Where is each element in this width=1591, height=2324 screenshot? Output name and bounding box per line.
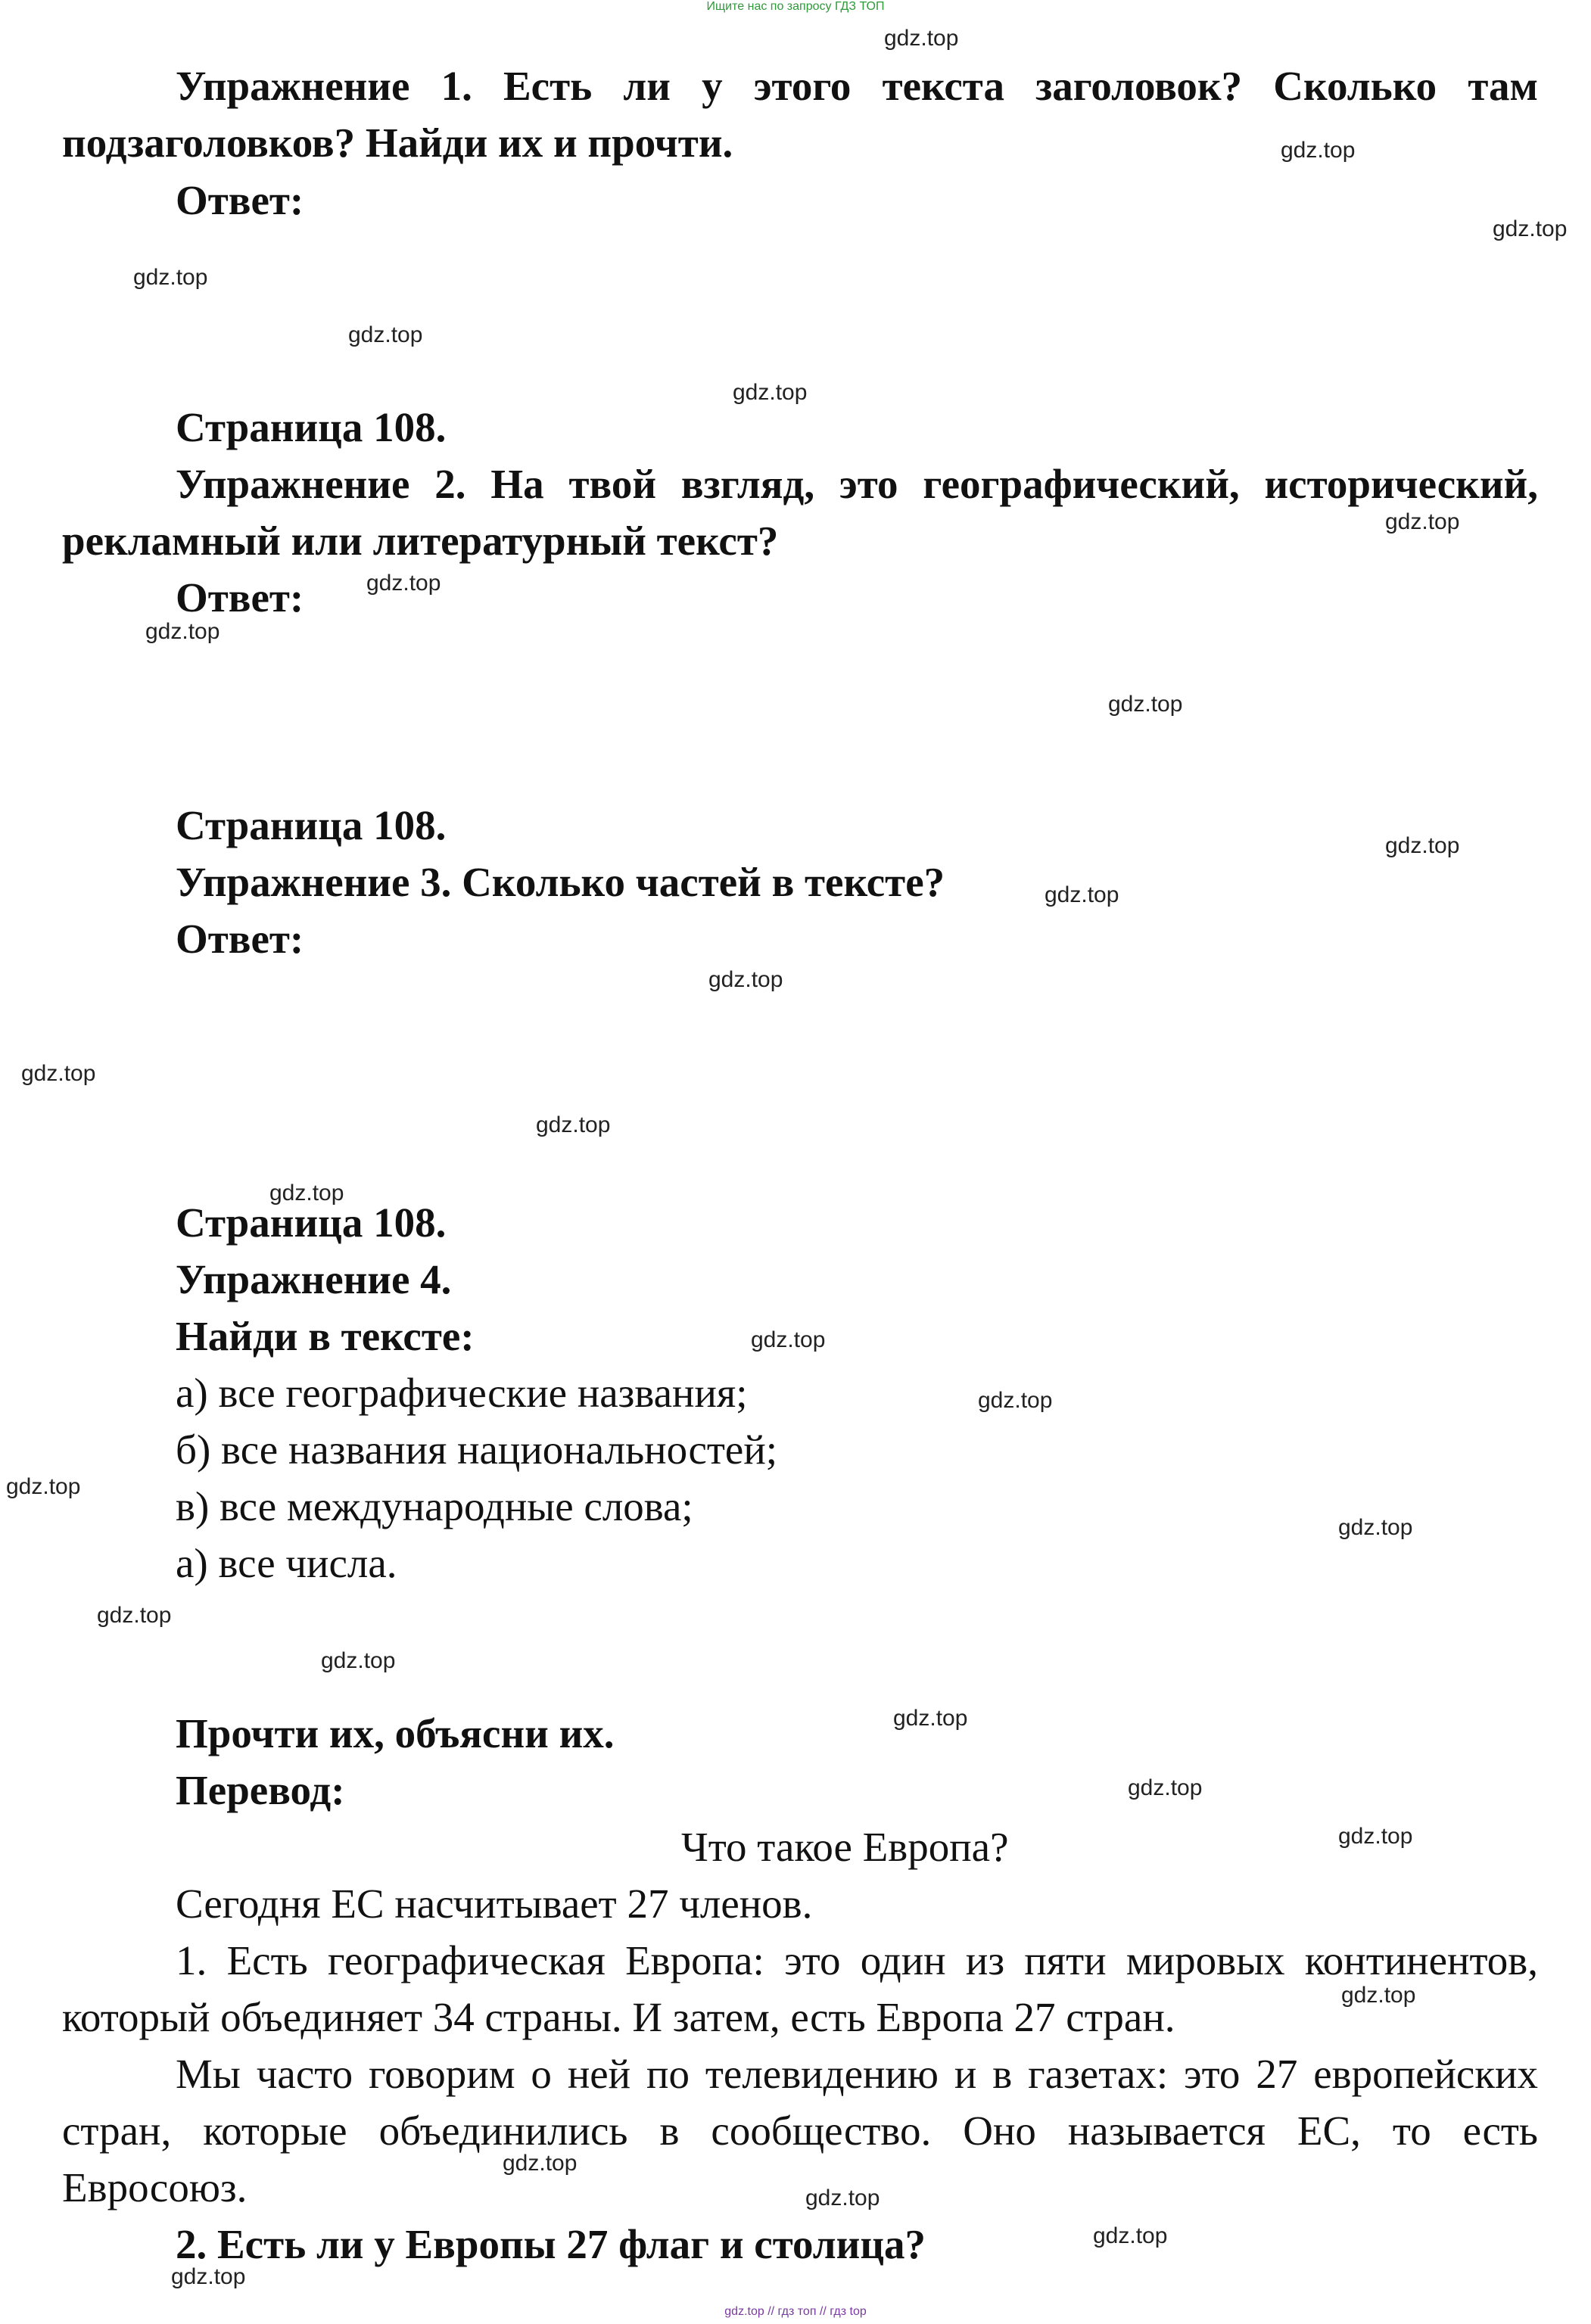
watermark: gdz.top [1281,138,1356,163]
watermark: gdz.top [145,619,220,644]
watermark: gdz.top [1108,692,1183,717]
translation-p2-line3: Евросоюз. [62,2164,248,2210]
translation-p2-line1: Мы часто говорим о ней по телевидению и в газетах: это 27 европейских [176,2051,1538,2097]
translation-p1-line1: 1. Есть географическая Европа: это один из пяти мировых континентов, [176,1937,1538,1983]
exercise3-page-ref: Страница 108. [176,802,447,848]
watermark: gdz.top [1338,1824,1413,1849]
translation-label: Перевод: [176,1767,345,1813]
watermark: gdz.top [348,322,423,347]
watermark: gdz.top [751,1327,826,1352]
translation-question-2: 2. Есть ли у Европы 27 флаг и столица? [176,2221,926,2267]
watermark: gdz.top [133,265,208,290]
exercise4-instruction: Прочти их, объясни их. [176,1710,615,1756]
watermark: gdz.top [321,1648,396,1673]
exercise4-item: в) все международные слова; [176,1483,693,1529]
exercise2-line2: рекламный или литературный текст? [62,518,779,564]
footer-banner[interactable]: gdz.top // гдз топ // гдз top [724,2305,867,2318]
exercise1-answer-label: Ответ: [176,177,304,223]
watermark: gdz.top [1385,509,1460,534]
exercise3-line1: Упражнение 3. Сколько частей в тексте? [176,859,945,905]
exercise1-line2: подзаголовков? Найди их и прочти. [62,120,733,166]
watermark: gdz.top [1341,1983,1416,2008]
header-banner[interactable]: Ищите нас по запросу ГДЗ ТОП [706,0,885,13]
exercise2-answer-label: Ответ: [176,574,304,621]
exercise4-item: а) все числа. [176,1540,397,1586]
watermark: gdz.top [733,380,808,405]
watermark: gdz.top [366,571,441,596]
watermark: gdz.top [1128,1775,1203,1800]
translation-p2-line2: стран, которые объединились в сообщество. Оно называется ЕС, то есть [62,2108,1538,2154]
watermark: gdz.top [21,1061,96,1086]
exercise3-answer-label: Ответ: [176,916,304,962]
watermark: gdz.top [97,1603,172,1628]
translation-title: Что такое Европа? [681,1824,1009,1870]
exercise4-prompt: Найди в тексте: [176,1313,475,1359]
watermark: gdz.top [893,1706,968,1731]
exercise4-title: Упражнение 4. [176,1256,452,1302]
watermark: gdz.top [805,2186,880,2210]
watermark: gdz.top [171,2264,246,2289]
watermark: gdz.top [1093,2223,1168,2248]
watermark: gdz.top [1338,1515,1413,1540]
exercise2-line1: Упражнение 2. На твой взгляд, это географический, исторический, [176,461,1538,507]
exercise4-item: б) все названия национальностей; [176,1426,778,1473]
exercise1-line1: Упражнение 1. Есть ли у этого текста заголовок? Сколько там [176,63,1538,109]
watermark: gdz.top [1045,882,1119,907]
watermark: gdz.top [978,1388,1053,1413]
watermark: gdz.top [1385,833,1460,858]
watermark: gdz.top [269,1181,344,1206]
watermark: gdz.top [884,26,959,51]
exercise2-page-ref: Страница 108. [176,404,447,450]
translation-intro: Сегодня ЕС насчитывает 27 членов. [176,1881,813,1927]
watermark: gdz.top [536,1112,611,1137]
exercise4-page-ref: Страница 108. [176,1199,447,1246]
watermark: gdz.top [1493,216,1568,241]
translation-p1-line2: который объединяет 34 страны. И затем, есть Европа 27 стран. [62,1994,1175,2040]
exercise4-item: а) все географические названия; [176,1370,748,1416]
watermark: gdz.top [503,2151,578,2176]
watermark: gdz.top [708,967,783,992]
watermark: gdz.top [6,1474,81,1499]
